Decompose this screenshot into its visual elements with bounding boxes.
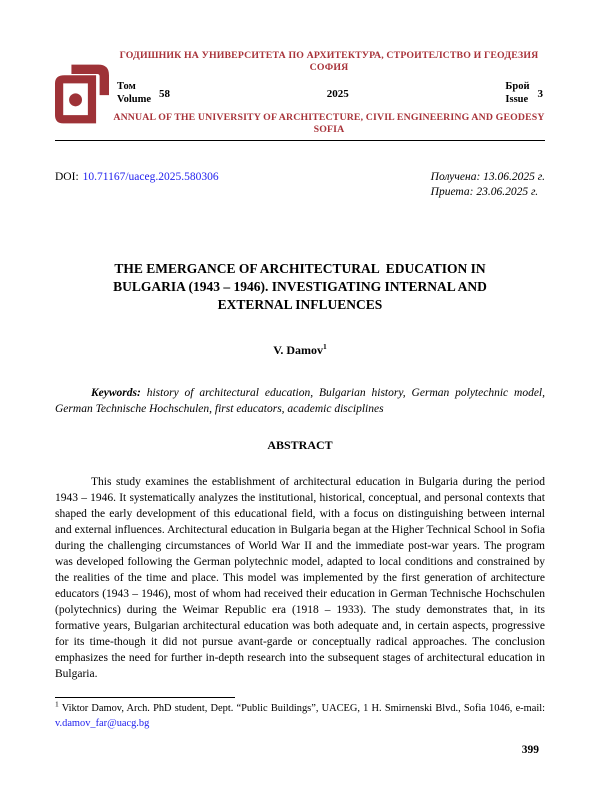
author-footnote-mark: 1 xyxy=(323,342,327,352)
journal-title-bulgarian: ГОДИШНИК НА УНИВЕРСИТЕТА ПО АРХИТЕКТУРА, СТРОИТЕЛСТВО И ГЕОДЕЗИЯ xyxy=(119,50,539,61)
footnote-block xyxy=(55,697,545,732)
footnote-text: Viktor Damov, Arch. PhD student, Dept. “Public Buildings”, UACEG, 1 H. Smirnenski Blvd., Sofia 1046, e-mail: xyxy=(58,703,545,714)
logo-dot-shape xyxy=(69,93,82,106)
article-title xyxy=(55,260,545,314)
issue-label-bg: Брой xyxy=(505,81,530,93)
journal-city-english: SOFIA xyxy=(313,123,345,135)
accepted-date: Приета: 23.06.2025 г. xyxy=(430,186,539,199)
doi-link[interactable]: 10.71167/uaceg.2025.580306 xyxy=(82,171,219,184)
article-title-line-3: EXTERNAL INFLUENCES xyxy=(217,297,383,313)
journal-city-bulgarian: СОФИЯ xyxy=(309,61,349,73)
author-name: V. Damov xyxy=(273,343,324,358)
year-value: 2025 xyxy=(326,87,349,100)
keywords-paragraph xyxy=(55,385,545,417)
volume-label-bg: Том xyxy=(117,81,136,93)
issue-value: 3 xyxy=(537,87,543,100)
keywords-label: Keywords: xyxy=(91,387,141,400)
volume-value: 58 xyxy=(159,87,171,100)
article-title-line-2: BULGARIA (1943 – 1946). INVESTIGATING INTERNAL AND xyxy=(113,279,487,295)
abstract-text: This study examines the establishment of architectural education in Bulgaria during the period 1943 – 1946. It systematically analyzes the institutional, historical, conceptual, and personal contexts that shaped the early development of this educational field, with a focus on distinguishing between internal and external influences. Architectural education in Bulgaria began at the Higher Technical School in Sofia during the challenging circumstances of World War II and the immediate post-war years. The program was developed following the German polytechnic model, adapted to local conditions and constrained by the realities of the time and place. This model was implemented by the first generation of architecture educators (1943 – 1946), most of whom had received their education in German Technische Hochschulen (polytechnics) during the Weimar Republic era (1918 – 1933). The study demonstrates that, in its formative years, Bulgarian architectural education was both adequate and, in certain aspects, progressive for its time-though it did not pursue avant-garde or conceptually radical approaches. The conclusion emphasizes the need for further in-depth research into the subsequent stages of architectural education in Bulgaria. xyxy=(55,476,545,681)
uaceg-logo-icon xyxy=(55,50,113,135)
received-date: Получена: 13.06.2025 г. xyxy=(430,171,545,184)
volume-group xyxy=(117,81,170,106)
issue-label-en: Issue xyxy=(505,93,529,105)
issue-labels xyxy=(505,81,529,106)
header-divider xyxy=(55,140,545,141)
author-footnote xyxy=(55,699,545,732)
doi-label: DOI: xyxy=(55,171,79,184)
page-number: 399 xyxy=(521,744,539,756)
author-line xyxy=(55,343,545,358)
doi-row xyxy=(55,170,545,200)
journal-title-english: ANNUAL OF THE UNIVERSITY OF ARCHITECTURE, CIVIL ENGINEERING AND GEODESY xyxy=(113,112,545,124)
page-content xyxy=(55,0,545,682)
author-email-link[interactable]: v.damov_far@uacg.bg xyxy=(55,717,150,729)
journal-header-text xyxy=(113,50,545,135)
journal-header xyxy=(55,50,545,135)
abstract-heading: ABSTRACT xyxy=(267,438,333,453)
footnote-mark: 1 xyxy=(55,699,59,709)
submission-dates xyxy=(431,170,545,200)
footnote-divider xyxy=(55,697,235,698)
keywords-text: history of architectural education, Bulgarian history, German polytechnic model, German Technische Hochschulen, first educators, academic disciplines xyxy=(55,387,545,416)
uaceg-logo-icon xyxy=(55,64,109,124)
volume-label-en: Volume xyxy=(117,93,152,105)
issue-group xyxy=(505,81,543,106)
article-title-line-1: THE EMERGANCE OF ARCHITECTURAL EDUCATION IN xyxy=(114,261,486,277)
volume-issue-row xyxy=(117,81,543,106)
volume-labels xyxy=(117,81,151,106)
